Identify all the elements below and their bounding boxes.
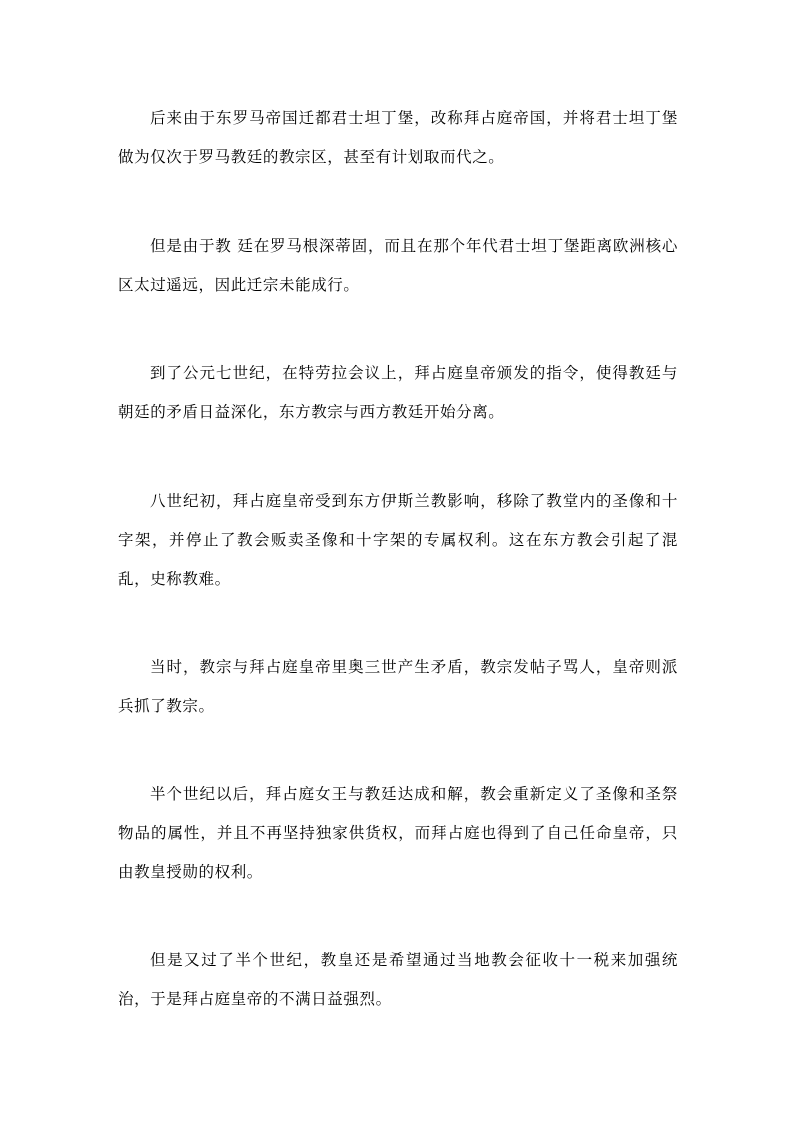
paragraph: 到了公元七世纪，在特劳拉会议上，拜占庭皇帝颁发的指令，使得教廷与朝廷的矛盾日益深化，东方教宗与西方教廷开始分离。	[118, 364, 678, 421]
paragraph: 半个世纪以后，拜占庭女王与教廷达成和解，教会重新定义了圣像和圣祭物品的属性，并且不再坚持独家供货权，而拜占庭也得到了自己任命皇帝，只由教皇授勋的权利。	[118, 785, 678, 881]
paragraph: 当时，教宗与拜占庭皇帝里奥三世产生矛盾，教宗发帖子骂人，皇帝则派兵抓了教宗。	[118, 658, 678, 715]
paragraph: 但是又过了半个世纪，教皇还是希望通过当地教会征收十一税来加强统治，于是拜占庭皇帝的不满日益强烈。	[118, 951, 678, 1008]
paragraph: 八世纪初，拜占庭皇帝受到东方伊斯兰教影响，移除了教堂内的圣像和十字架，并停止了教会贩卖圣像和十字架的专属权利。这在东方教会引起了混乱，史称教难。	[118, 492, 678, 588]
paragraph: 但是由于教 廷在罗马根深蒂固，而且在那个年代君士坦丁堡距离欧洲核心区太过遥远，因此迁宗未能成行。	[118, 237, 678, 294]
paragraph: 后来由于东罗马帝国迁都君士坦丁堡，改称拜占庭帝国，并将君士坦丁堡做为仅次于罗马教廷的教宗区，甚至有计划取而代之。	[118, 109, 678, 166]
